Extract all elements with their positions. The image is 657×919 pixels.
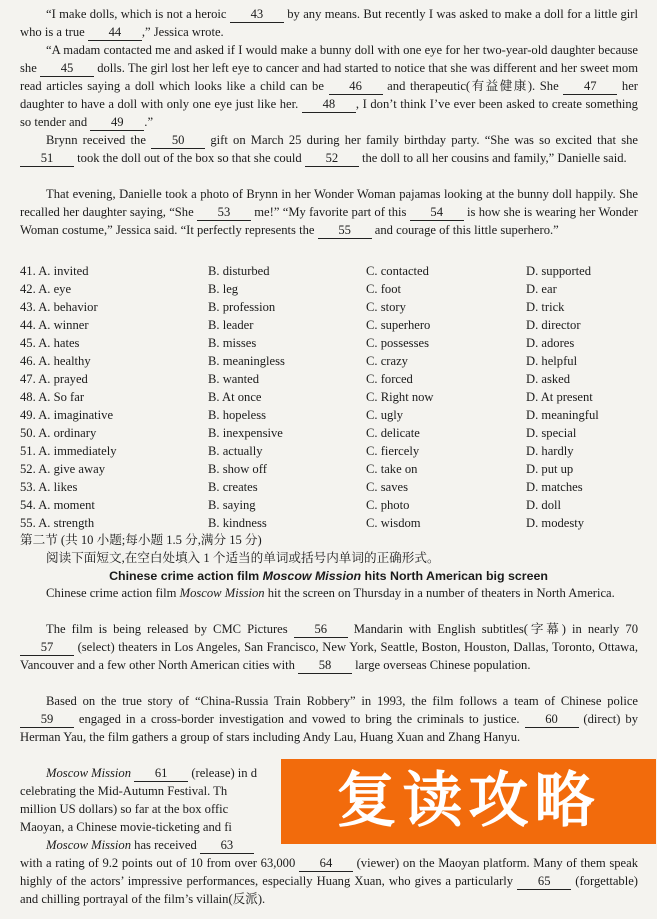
option-choice[interactable]: B. profession bbox=[208, 300, 276, 314]
option-row bbox=[20, 442, 640, 460]
option-choice[interactable]: B. creates bbox=[208, 480, 258, 494]
option-choice[interactable]: 42. A. eye bbox=[20, 282, 72, 296]
blank-44[interactable]: 44 bbox=[88, 25, 142, 41]
option-choice[interactable]: D. special bbox=[526, 426, 577, 440]
option-choice[interactable]: C. saves bbox=[366, 480, 408, 494]
blank-63[interactable]: 63 bbox=[200, 838, 254, 854]
section-heading: 第二节 (共 10 小题;每小题 1.5 分,满分 15 分) bbox=[20, 533, 262, 547]
option-choice[interactable]: 48. A. So far bbox=[20, 390, 85, 404]
option-choice[interactable]: B. hopeless bbox=[208, 408, 267, 422]
promo-watermark-text: 复读攻略 bbox=[336, 766, 601, 836]
option-choice[interactable]: B. saying bbox=[208, 498, 256, 512]
option-choice[interactable]: B. meaningless bbox=[208, 354, 285, 368]
section-instruction: 阅读下面短文,在空白处填入 1 个适当的单词或括号内单词的正确形式。 bbox=[46, 551, 440, 565]
option-choice[interactable]: D. adores bbox=[526, 336, 575, 350]
option-choice[interactable]: D. meaningful bbox=[526, 408, 599, 422]
blank-49[interactable]: 49 bbox=[90, 115, 144, 131]
option-choice[interactable]: B. At once bbox=[208, 390, 262, 404]
option-choice[interactable]: 50. A. ordinary bbox=[20, 426, 97, 440]
option-row bbox=[20, 280, 640, 298]
blank-59[interactable]: 59 bbox=[20, 712, 74, 728]
option-choice[interactable]: D. supported bbox=[526, 264, 592, 278]
option-choice[interactable]: D. modesty bbox=[526, 516, 585, 530]
blank-47[interactable]: 47 bbox=[563, 79, 617, 95]
option-choice[interactable]: 49. A. imaginative bbox=[20, 408, 114, 422]
option-choice[interactable]: 44. A. winner bbox=[20, 318, 89, 332]
option-choice[interactable]: C. Right now bbox=[366, 390, 434, 404]
option-choice[interactable]: D. helpful bbox=[526, 354, 578, 368]
option-choice[interactable]: D. At present bbox=[526, 390, 593, 404]
option-row bbox=[20, 406, 640, 424]
option-choice[interactable]: C. take on bbox=[366, 462, 418, 476]
option-choice[interactable]: B. actually bbox=[208, 444, 263, 458]
passage-paragraph-3: Brynn received the 50 gift on March 25 during her family birthday party. “She was so excited that she 51 took the doll out of the box so that she could 52 the doll to all her cousins and family,” Danielle said. bbox=[20, 132, 638, 168]
option-choice[interactable]: B. leg bbox=[208, 282, 239, 296]
option-choice[interactable]: D. ear bbox=[526, 282, 557, 296]
option-choice[interactable]: C. story bbox=[366, 300, 406, 314]
blank-61[interactable]: 61 bbox=[134, 766, 188, 782]
option-choice[interactable]: B. disturbed bbox=[208, 264, 270, 278]
option-choice[interactable]: D. hardly bbox=[526, 444, 574, 458]
option-choice[interactable]: C. foot bbox=[366, 282, 401, 296]
option-choice[interactable]: C. forced bbox=[366, 372, 413, 386]
passage-paragraph-1: “I make dolls, which is not a heroic 43 by any means. But recently I was asked to make a doll for a little girl who is a true 44 ,” Jessica wrote. bbox=[20, 7, 638, 39]
option-choice[interactable]: C. contacted bbox=[366, 264, 429, 278]
option-row bbox=[20, 496, 640, 514]
article-paragraph-4: Moscow Mission 61 (release) in d celebrating the Mid-Autumn Festival. Th million US dollars) so far at the box offic Maoyan, a Chinese movie-ticketing and fi bbox=[20, 766, 258, 834]
option-choice[interactable]: D. asked bbox=[526, 372, 571, 386]
blank-45[interactable]: 45 bbox=[40, 61, 94, 77]
option-row bbox=[20, 424, 640, 442]
answer-options bbox=[20, 262, 640, 532]
option-choice[interactable]: 55. A. strength bbox=[20, 516, 95, 530]
blank-51[interactable]: 51 bbox=[20, 151, 74, 167]
option-row bbox=[20, 352, 640, 370]
option-row bbox=[20, 262, 640, 280]
option-row bbox=[20, 370, 640, 388]
blank-43[interactable]: 43 bbox=[230, 7, 284, 23]
blank-57[interactable]: 57 bbox=[20, 640, 74, 656]
option-choice[interactable]: C. fiercely bbox=[366, 444, 420, 458]
passage-paragraph-4: That evening, Danielle took a photo of Brynn in her Wonder Woman pajamas looking at the bunny doll happily. She recalled her daughter saying, “She 53 me!” “My favorite part of this 54 is how she is wearing her Wonder Woman costume,” Jessica said. “It perfectly represents the 55 and courage of this little superhero.” bbox=[20, 187, 638, 237]
blank-64[interactable]: 64 bbox=[299, 856, 353, 872]
option-choice[interactable]: B. show off bbox=[208, 462, 267, 476]
blank-58[interactable]: 58 bbox=[298, 658, 352, 674]
option-choice[interactable]: B. kindness bbox=[208, 516, 267, 530]
option-choice[interactable]: C. superhero bbox=[366, 318, 431, 332]
option-choice[interactable]: D. put up bbox=[526, 462, 574, 476]
blank-53[interactable]: 53 bbox=[197, 205, 251, 221]
option-choice[interactable]: D. director bbox=[526, 318, 581, 332]
blank-54[interactable]: 54 bbox=[410, 205, 464, 221]
option-choice[interactable]: C. wisdom bbox=[366, 516, 421, 530]
option-choice[interactable]: B. wanted bbox=[208, 372, 260, 386]
option-row bbox=[20, 478, 640, 496]
blank-60[interactable]: 60 bbox=[525, 712, 579, 728]
option-choice[interactable]: 51. A. immediately bbox=[20, 444, 117, 458]
blank-55[interactable]: 55 bbox=[318, 223, 372, 239]
option-row bbox=[20, 298, 640, 316]
article-title: Chinese crime action film Moscow Mission hits North American big screen bbox=[109, 569, 548, 583]
option-row bbox=[20, 388, 640, 406]
option-choice[interactable]: C. delicate bbox=[366, 426, 420, 440]
option-choice[interactable]: 53. A. likes bbox=[20, 480, 78, 494]
option-choice[interactable]: 54. A. moment bbox=[20, 498, 95, 512]
blank-46[interactable]: 46 bbox=[329, 79, 383, 95]
blank-48[interactable]: 48 bbox=[302, 97, 356, 113]
option-choice[interactable]: 43. A. behavior bbox=[20, 300, 98, 314]
option-choice[interactable]: 45. A. hates bbox=[20, 336, 80, 350]
article-paragraph-3: Based on the true story of “China-Russia Train Robbery” in 1993, the film follows a team of Chinese police 59 engaged in a cross-border investigation and vowed to bring the criminals to justice. 60 (direct) by Herman Yau, the film gathers a group of stars including Andy Lau, Huang Xuan and Zhang Hanyu. bbox=[20, 694, 638, 744]
option-row bbox=[20, 460, 640, 478]
option-row bbox=[20, 514, 640, 532]
option-choice[interactable]: C. photo bbox=[366, 498, 410, 512]
blank-50[interactable]: 50 bbox=[151, 133, 205, 149]
option-row bbox=[20, 316, 640, 334]
option-choice[interactable]: D. matches bbox=[526, 480, 583, 494]
blank-56[interactable]: 56 bbox=[294, 622, 348, 638]
option-choice[interactable]: 41. A. invited bbox=[20, 264, 89, 278]
option-choice[interactable]: B. leader bbox=[208, 318, 254, 332]
article-paragraph-5: Moscow Mission has received 63 with a rating of 9.2 points out of 10 from over 63,000 64 (viewer) on the Maoyan platform. Many of them speak highly of the actors’ impressive performances, especially Huang Xuan, who gives a particularly 65 (forgettable) and chilling portrayal of the film’s villain(反派). bbox=[20, 838, 638, 906]
option-choice[interactable]: C. crazy bbox=[366, 354, 408, 368]
option-choice[interactable]: D. trick bbox=[526, 300, 565, 314]
option-choice[interactable]: B. misses bbox=[208, 336, 257, 350]
option-row bbox=[20, 334, 640, 352]
promo-watermark-banner bbox=[281, 759, 656, 844]
passage-paragraph-2: “A madam contacted me and asked if I would make a bunny doll with one eye for her two-year-old daughter because she 45 dolls. The girl lost her left eye to cancer and had started to notice that she was different and her sweet mom read articles saying a doll which looks like a child can be 46 and therapeutic(有益健康). She 47 her daughter to have a doll with only one eye just like her. 48 , I don’t think I’ve ever been asked to create something so tender and 49 .” bbox=[20, 43, 638, 129]
blank-52[interactable]: 52 bbox=[305, 151, 359, 167]
option-choice[interactable]: C. ugly bbox=[366, 408, 404, 422]
option-choice[interactable]: 52. A. give away bbox=[20, 462, 105, 476]
option-choice[interactable]: 46. A. healthy bbox=[20, 354, 91, 368]
article-paragraph-1: Chinese crime action film Moscow Mission hit the screen on Thursday in a number of theaters in North America. bbox=[46, 586, 615, 600]
option-choice[interactable]: 47. A. prayed bbox=[20, 372, 88, 386]
option-choice[interactable]: D. doll bbox=[526, 498, 561, 512]
blank-65[interactable]: 65 bbox=[517, 874, 571, 890]
article-paragraph-2: The film is being released by CMC Pictures 56 Mandarin with English subtitles(字幕) in nearly 70 57 (select) theaters in Los Angeles, San Francisco, New York, Seattle, Boston, Houston, Dallas, Toronto, Ottawa, Vancouver and a few other North American cities with 58 large overseas Chinese population. bbox=[20, 622, 638, 672]
option-choice[interactable]: B. inexpensive bbox=[208, 426, 283, 440]
option-choice[interactable]: C. possesses bbox=[366, 336, 429, 350]
